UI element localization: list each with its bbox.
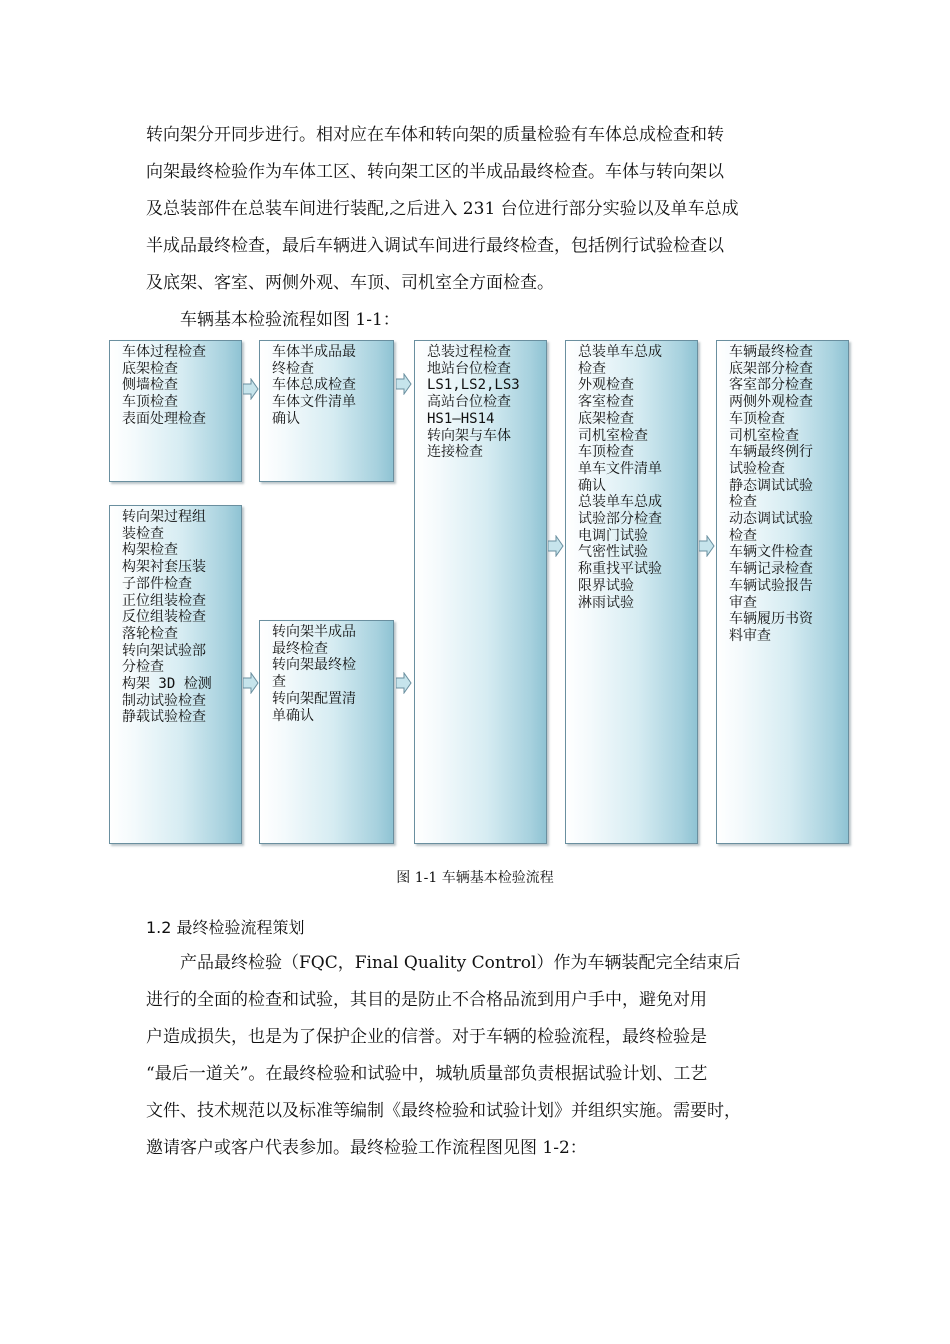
flow-box-line: 限界试验 bbox=[578, 577, 634, 594]
flow-box-line: 静载试验检查 bbox=[122, 709, 206, 726]
flow-box-line: 动态调试试验 bbox=[729, 511, 813, 528]
flow-box-line: 静态调试试验 bbox=[729, 477, 813, 494]
flow-box-line: 车辆文件检查 bbox=[729, 544, 813, 561]
flow-box-line: HS1—HS14 bbox=[427, 410, 495, 427]
flow-box-line: 转向架配置清 bbox=[272, 690, 356, 707]
arrow-right-icon bbox=[243, 672, 259, 694]
flow-box-line: 总装单车总成 bbox=[578, 344, 662, 360]
arrow-right-icon bbox=[548, 535, 564, 557]
section-heading: 1.2 最终检验流程策划 bbox=[146, 918, 305, 937]
paragraph-2 bbox=[146, 945, 814, 1167]
box-vehicle-final bbox=[716, 340, 849, 844]
flow-box-line: 正位组装检查 bbox=[122, 592, 206, 609]
paragraph-2-line: 进行的全面的检查和试验，其目的是防止不合格品流到用户手中，避免对用 bbox=[146, 990, 707, 1010]
flow-box-line: 底架检查 bbox=[122, 360, 178, 377]
arrow-right-icon bbox=[243, 378, 259, 400]
flow-box-line: 司机室检查 bbox=[729, 427, 799, 444]
paragraph-2-line: 文件、技术规范以及标准等编制《最终检验和试验计划》并组织实施。需要时， bbox=[146, 1101, 741, 1121]
paragraph-1-line: 及底架、客室、两侧外观、车顶、司机室全方面检查。 bbox=[146, 273, 554, 293]
flow-box-line: 气密性试验 bbox=[578, 544, 648, 561]
flow-box-line: 转向架试验部 bbox=[122, 642, 206, 659]
flow-box-line: 连接检查 bbox=[427, 444, 483, 461]
flow-box-line: LS1,LS2,LS3 bbox=[427, 377, 520, 394]
flow-box-line: 车辆记录检查 bbox=[729, 561, 813, 578]
flow-box-line: 试验检查 bbox=[729, 460, 785, 477]
paragraph-2-line: “最后一道关”。在最终检验和试验中，城轨质量部负责根据试验计划、工艺 bbox=[146, 1064, 708, 1084]
flow-box-line: 子部件检查 bbox=[122, 575, 192, 592]
flow-box-line: 客室检查 bbox=[578, 394, 634, 411]
flow-box-line: 制动试验检查 bbox=[122, 692, 206, 709]
flow-box-line: 侧墙检查 bbox=[122, 377, 178, 394]
flow-box-line: 底架部分检查 bbox=[729, 360, 813, 377]
paragraph-1-line: 及总装部件在总装车间进行装配,之后进入 231 台位进行部分实验以及单车总成 bbox=[146, 199, 739, 219]
flow-box-line: 分检查 bbox=[122, 659, 164, 676]
flow-box-line: 车辆试验报告 bbox=[729, 577, 813, 594]
flow-box-line: 司机室检查 bbox=[578, 427, 648, 444]
figure-caption: 图 1-1 车辆基本检验流程 bbox=[396, 870, 554, 886]
flow-box-line: 车体半成品最 bbox=[272, 344, 356, 360]
flow-box-line: 两侧外观检查 bbox=[729, 394, 813, 411]
flow-box-line: 检查 bbox=[729, 527, 757, 544]
flow-box-line: 试验部分检查 bbox=[578, 511, 662, 528]
paragraph-1-line: 向架最终检验作为车体工区、转向架工区的半成品最终检查。车体与转向架以 bbox=[146, 162, 724, 182]
flow-box-line: 淋雨试验 bbox=[578, 594, 634, 611]
flow-box-line: 落轮检查 bbox=[122, 625, 178, 642]
flow-box-line: 高站台位检查 bbox=[427, 394, 511, 411]
flow-box-line: 总装单车总成 bbox=[578, 494, 662, 511]
flow-box-line: 车体文件清单 bbox=[272, 394, 356, 411]
flow-box-line: 终检查 bbox=[272, 360, 314, 377]
flow-box-line: 单车文件清单 bbox=[578, 460, 662, 477]
flow-box-line: 反位组装检查 bbox=[122, 609, 206, 626]
box-vehicle-semi-final bbox=[259, 340, 394, 482]
flow-box-line: 客室部分检查 bbox=[729, 377, 813, 394]
flow-box-line: 车辆履历书资 bbox=[729, 611, 813, 628]
flow-box-line: 车辆最终检查 bbox=[729, 344, 813, 360]
flow-box-line: 检查 bbox=[578, 360, 606, 377]
flow-box-line: 车辆最终例行 bbox=[729, 444, 813, 461]
flow-box-line: 车顶检查 bbox=[578, 444, 634, 461]
paragraph-2-line: 产品最终检验（FQC，Final Quality Control）作为车辆装配完全结束后 bbox=[180, 953, 741, 973]
flow-box-line: 总装过程检查 bbox=[427, 344, 511, 360]
flow-box-line: 查 bbox=[272, 674, 286, 691]
flow-box-line: 称重找平试验 bbox=[578, 561, 662, 578]
paragraph-1-line: 转向架分开同步进行。相对应在车体和转向架的质量检验有车体总成检查和转 bbox=[146, 125, 724, 145]
arrow-right-icon bbox=[396, 672, 412, 694]
flow-box-line: 电调门试验 bbox=[578, 527, 648, 544]
flow-box-line: 地站台位检查 bbox=[427, 360, 511, 377]
flow-box-line: 审查 bbox=[729, 594, 757, 611]
flow-box-line: 底架检查 bbox=[578, 410, 634, 427]
flow-box-line: 转向架最终检 bbox=[272, 657, 356, 674]
flow-box-line: 确认 bbox=[578, 477, 606, 494]
flow-intro-line bbox=[146, 302, 814, 339]
box-assembly-process bbox=[414, 340, 547, 844]
paragraph-2-line: 户造成损失，也是为了保护企业的信誉。对于车辆的检验流程，最终检验是 bbox=[146, 1027, 707, 1047]
paragraph-2-line: 邀请客户或客户代表参加。最终检验工作流程图见图 1-2： bbox=[146, 1138, 587, 1158]
arrow-right-icon bbox=[396, 373, 412, 395]
flow-box-line: 转向架半成品 bbox=[272, 624, 356, 640]
box-single-car-assembly bbox=[565, 340, 698, 844]
flow-box-line: 车体过程检查 bbox=[122, 344, 206, 360]
arrow-right-icon bbox=[699, 535, 715, 557]
flow-box-line: 确认 bbox=[272, 410, 300, 427]
flow-box-line: 构架衬套压装 bbox=[122, 559, 206, 576]
flow-box-line: 外观检查 bbox=[578, 377, 634, 394]
flow-intro-text: 车辆基本检验流程如图 1-1： bbox=[180, 310, 400, 330]
box-bogie-semi-final bbox=[259, 620, 394, 844]
box-vehicle-process bbox=[109, 340, 242, 482]
paragraph-1 bbox=[146, 117, 814, 302]
flow-box-line: 表面处理检查 bbox=[122, 410, 206, 427]
flow-box-line: 单确认 bbox=[272, 707, 314, 724]
flow-box-line: 车顶检查 bbox=[122, 394, 178, 411]
flow-box-line: 最终检查 bbox=[272, 640, 328, 657]
flow-box-line: 车顶检查 bbox=[729, 410, 785, 427]
flow-box-line: 检查 bbox=[729, 494, 757, 511]
flow-box-line: 车体总成检查 bbox=[272, 377, 356, 394]
flow-box-line: 装检查 bbox=[122, 525, 164, 542]
paragraph-1-line: 半成品最终检查，最后车辆进入调试车间进行最终检查，包括例行试验检查以 bbox=[146, 236, 724, 256]
flow-box-line: 转向架与车体 bbox=[427, 427, 511, 444]
flow-box-line: 转向架过程组 bbox=[122, 509, 206, 525]
box-bogie-process bbox=[109, 505, 242, 844]
flow-box-line: 构架 3D 检测 bbox=[122, 676, 212, 693]
flow-box-line: 料审查 bbox=[729, 627, 771, 644]
flow-box-line: 构架检查 bbox=[122, 542, 178, 559]
